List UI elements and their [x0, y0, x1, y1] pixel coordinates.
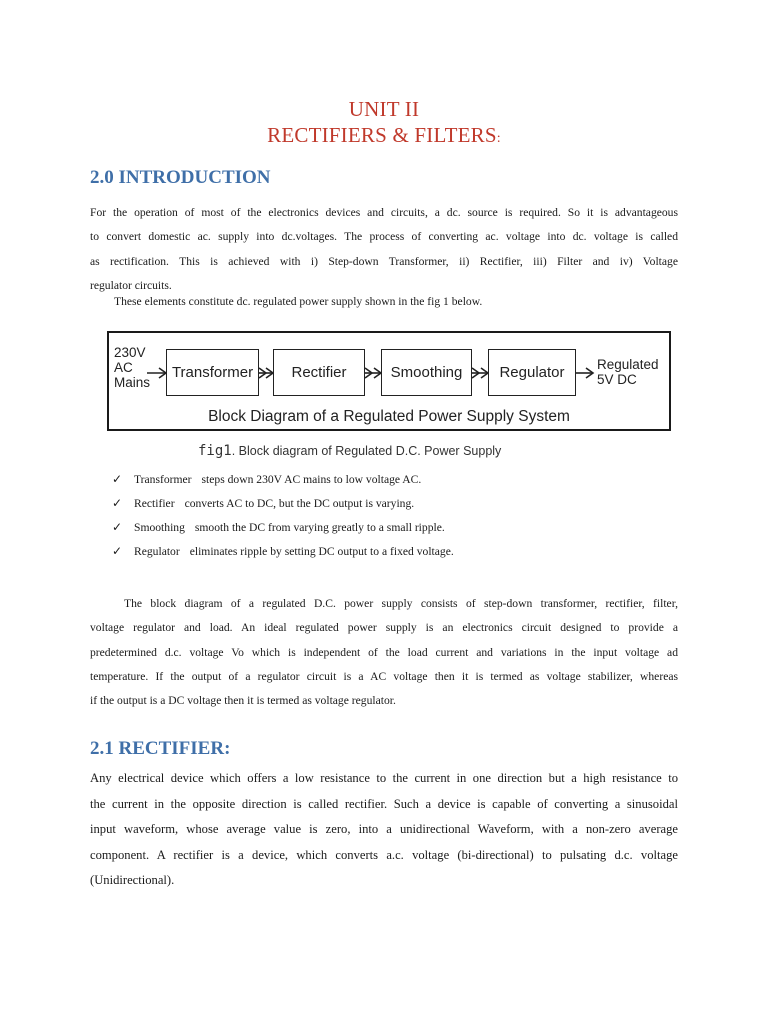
diagram-block-transformer: Transformer [166, 349, 259, 396]
section-heading-introduction: 2.0 INTRODUCTION [90, 167, 271, 188]
diagram-block-regulator: Regulator [488, 349, 576, 396]
diagram-input-label: 230V AC Mains [114, 345, 151, 390]
list-item: ✓ Rectifier converts AC to DC, but the DC output is varying. [112, 496, 415, 510]
list-item: ✓Smoothing smooth the DC from varying greatly to a small ripple. [112, 520, 445, 534]
figure-caption-text: . Block diagram of Regulated D.C. Power Supply [231, 444, 502, 458]
checkmark-icon: ✓ [112, 472, 123, 486]
paragraph-line: voltage regulator and load. An ideal regulated power supply is an electronics circuit designed to provide a [90, 621, 678, 635]
paragraph-line: (Unidirectional). [90, 873, 175, 887]
block-diagram-paragraph [90, 592, 678, 713]
paragraph-line: component. A rectifier is a device, which converts a.c. voltage (bi-directional) to pulsating d.c. voltage [90, 847, 678, 862]
intro-line: as rectification. This is achieved with i) Step-down Transformer, ii) Rectifier, iii) Filter and iv) Voltage [90, 254, 678, 268]
paragraph-line: input waveform, whose average value is zero, into a unidirectional Waveform, with a non-zero average [90, 822, 678, 836]
figure-caption [198, 442, 501, 460]
intro-paragraph [90, 201, 678, 298]
diagram-block-rectifier: Rectifier [273, 349, 365, 396]
checkmark-icon: ✓ [112, 520, 123, 534]
intro-line: regulator circuits. [90, 278, 172, 292]
checkmark-icon: ✓ [112, 496, 123, 510]
section-heading-rectifier: 2.1 RECTIFIER: [90, 738, 231, 759]
list-item: ✓ Regulator eliminates ripple by setting DC output to a fixed voltage. [112, 544, 454, 558]
chapter-title [0, 122, 768, 152]
paragraph-line: predetermined d.c. voltage Vo which is independent of the load current and variations in the input voltage ad [90, 645, 678, 659]
intro-lead-in: These elements constitute dc. regulated power supply shown in the fig 1 below. [114, 295, 483, 308]
figure-label: fig1 [198, 443, 232, 459]
paragraph-line: temperature. If the output of a regulator circuit is a AC voltage then it is termed as voltage stabilizer, whereas [90, 669, 678, 683]
checkmark-icon: ✓ [112, 544, 123, 558]
intro-line: For the operation of most of the electronics devices and circuits, a dc. source is required. So it is advantageous [90, 206, 678, 219]
diagram-output-label: Regulated 5V DC [597, 357, 659, 387]
paragraph-line: the current in the opposite direction is called rectifier. Such a device is capable of converting a sinusoidal [90, 796, 678, 811]
diagram-caption: Block Diagram of a Regulated Power Supply System [208, 408, 570, 425]
unit-title: UNIT II [348, 97, 420, 121]
power-supply-block-diagram [107, 331, 671, 431]
diagram-block-smoothing: Smoothing [381, 349, 472, 396]
paragraph-line: if the output is a DC voltage then it is termed as voltage regulator. [90, 694, 396, 708]
intro-line: to convert domestic ac. supply into dc.voltages. The process of converting ac. voltage into dc. voltage is called [90, 230, 678, 244]
rectifier-paragraph [90, 766, 678, 894]
paragraph-line: Any electrical device which offers a low resistance to the current in one direction but a high resistance to [90, 771, 678, 785]
chapter-title-text: RECTIFIERS & FILTERS [267, 123, 497, 147]
paragraph-line: The block diagram of a regulated D.C. power supply consists of step-down transformer, rectifier, filter, [124, 597, 678, 610]
chapter-title-colon: : [496, 131, 501, 146]
list-item: ✓ Transformer steps down 230V AC mains to low voltage AC. [112, 472, 422, 486]
